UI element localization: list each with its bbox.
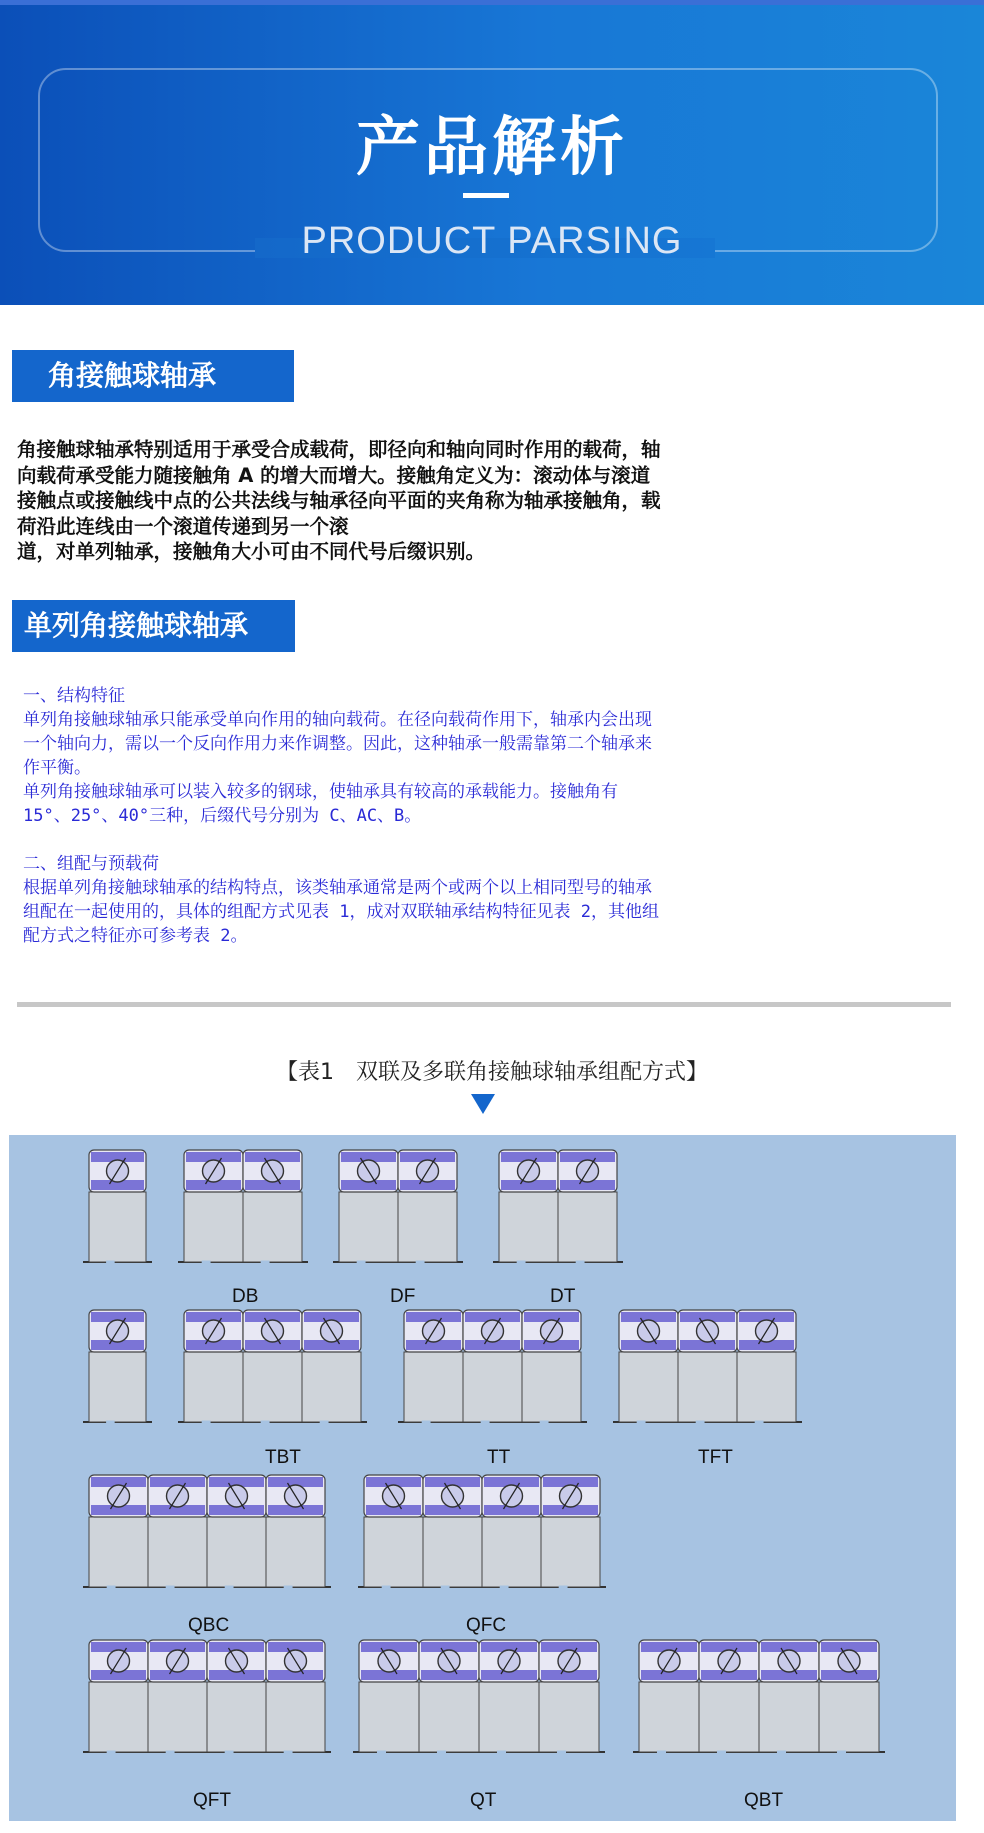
shaft-block: [482, 1517, 541, 1587]
shaft-block: [243, 1192, 302, 1262]
paragraph-line: 向载荷承受能力随接触角 A 的增大而增大。接触角定义为：滚动体与滚道: [17, 463, 651, 487]
section2-text: [23, 684, 783, 948]
text-line: 配方式之特征亦可参考表 2。: [23, 926, 248, 946]
banner-title: 产品解析: [356, 111, 628, 185]
banner-divider: [463, 193, 509, 198]
shaft-block: [678, 1352, 737, 1422]
shaft-block: [89, 1352, 146, 1422]
shaft-block: [364, 1517, 423, 1587]
shaft-block: [522, 1352, 581, 1422]
text-line: 一个轴向力，需以一个反向作用力来作调整。因此，这种轴承一般需靠第二个轴承来: [23, 734, 652, 754]
header-banner: [0, 0, 984, 305]
blank-line: [23, 828, 783, 852]
label-QBC: QBC: [188, 1615, 230, 1636]
label-QFC: QFC: [466, 1615, 507, 1636]
paragraph-line: 道，对单列轴承，接触角大小可由不同代号后缀识别。: [17, 540, 486, 563]
down-arrow-icon: [471, 1094, 495, 1114]
shaft-block: [541, 1517, 600, 1587]
shaft-block: [699, 1682, 759, 1752]
label-DB: DB: [232, 1286, 259, 1307]
label-DT: DT: [550, 1286, 576, 1307]
shaft-block: [404, 1352, 463, 1422]
shaft-block: [207, 1517, 266, 1587]
label-TFT: TFT: [698, 1447, 733, 1468]
text-line: 单列角接触球轴承可以装入较多的钢球，使轴承具有较高的承载能力。接触角有: [23, 782, 618, 802]
shaft-block: [639, 1682, 699, 1752]
text-line: 根据单列角接触球轴承的结构特点，该类轴承通常是两个或两个以上相同型号的轴承: [23, 878, 652, 898]
shaft-block: [148, 1682, 207, 1752]
shaft-block: [398, 1192, 457, 1262]
shaft-block: [207, 1682, 266, 1752]
shaft-block: [423, 1517, 482, 1587]
preload-subheading: 二、组配与预载荷: [23, 854, 159, 874]
label-TT: TT: [487, 1447, 511, 1468]
paragraph-line: 角接触球轴承特别适用于承受合成载荷，即径向和轴向同时作用的载荷，轴: [17, 438, 661, 461]
text-line: 作平衡。: [23, 758, 91, 778]
section-heading-single-row: 单列角接触球轴承: [12, 600, 295, 652]
shaft-block: [359, 1682, 419, 1752]
shaft-block: [499, 1192, 558, 1262]
shaft-block: [302, 1352, 361, 1422]
paragraph-line: 荷沿此连线由一个滚道传递到另一个滚: [17, 514, 349, 538]
banner-subtitle: PRODUCT PARSING: [301, 220, 683, 262]
label-QFT: QFT: [193, 1790, 231, 1811]
text-line: 单列角接触球轴承只能承受单向作用的轴向载荷。在径向载荷作用下，轴承内会出现: [23, 710, 652, 730]
shaft-block: [89, 1682, 148, 1752]
structure-subheading: 一、结构特征: [23, 686, 125, 706]
shaft-block: [89, 1192, 146, 1262]
text-line: 组配在一起使用的，具体的组配方式见表 1，成对双联轴承结构特征见表 2，其他组: [23, 902, 659, 922]
shaft-block: [558, 1192, 617, 1262]
bearing-diagram-panel: [9, 1135, 956, 1821]
shaft-block: [819, 1682, 879, 1752]
section-divider: [17, 1002, 951, 1007]
label-QT: QT: [470, 1790, 497, 1811]
shaft-block: [89, 1517, 148, 1587]
shaft-block: [759, 1682, 819, 1752]
section1-paragraph: [17, 437, 767, 565]
shaft-block: [266, 1682, 325, 1752]
label-TBT: TBT: [265, 1447, 301, 1468]
table-title: 【表1 双联及多联角接触球轴承组配方式】: [276, 1060, 708, 1085]
shaft-block: [419, 1682, 479, 1752]
shaft-block: [463, 1352, 522, 1422]
shaft-block: [539, 1682, 599, 1752]
shaft-block: [737, 1352, 796, 1422]
banner-top-line: [0, 0, 984, 5]
shaft-block: [479, 1682, 539, 1752]
shaft-block: [184, 1192, 243, 1262]
label-QBT: QBT: [744, 1790, 784, 1811]
text-line: 15°、25°、40°三种，后缀代号分别为 C、AC、B。: [23, 806, 422, 826]
shaft-block: [148, 1517, 207, 1587]
bearing-diagrams: [9, 1135, 956, 1821]
paragraph-line: 接触点或接触线中点的公共法线与轴承径向平面的夹角称为轴承接触角，载: [17, 489, 661, 512]
shaft-block: [619, 1352, 678, 1422]
label-DF: DF: [390, 1286, 416, 1307]
shaft-block: [339, 1192, 398, 1262]
shaft-block: [184, 1352, 243, 1422]
shaft-block: [266, 1517, 325, 1587]
shaft-block: [243, 1352, 302, 1422]
section-heading-angular-contact: 角接触球轴承: [12, 350, 294, 402]
